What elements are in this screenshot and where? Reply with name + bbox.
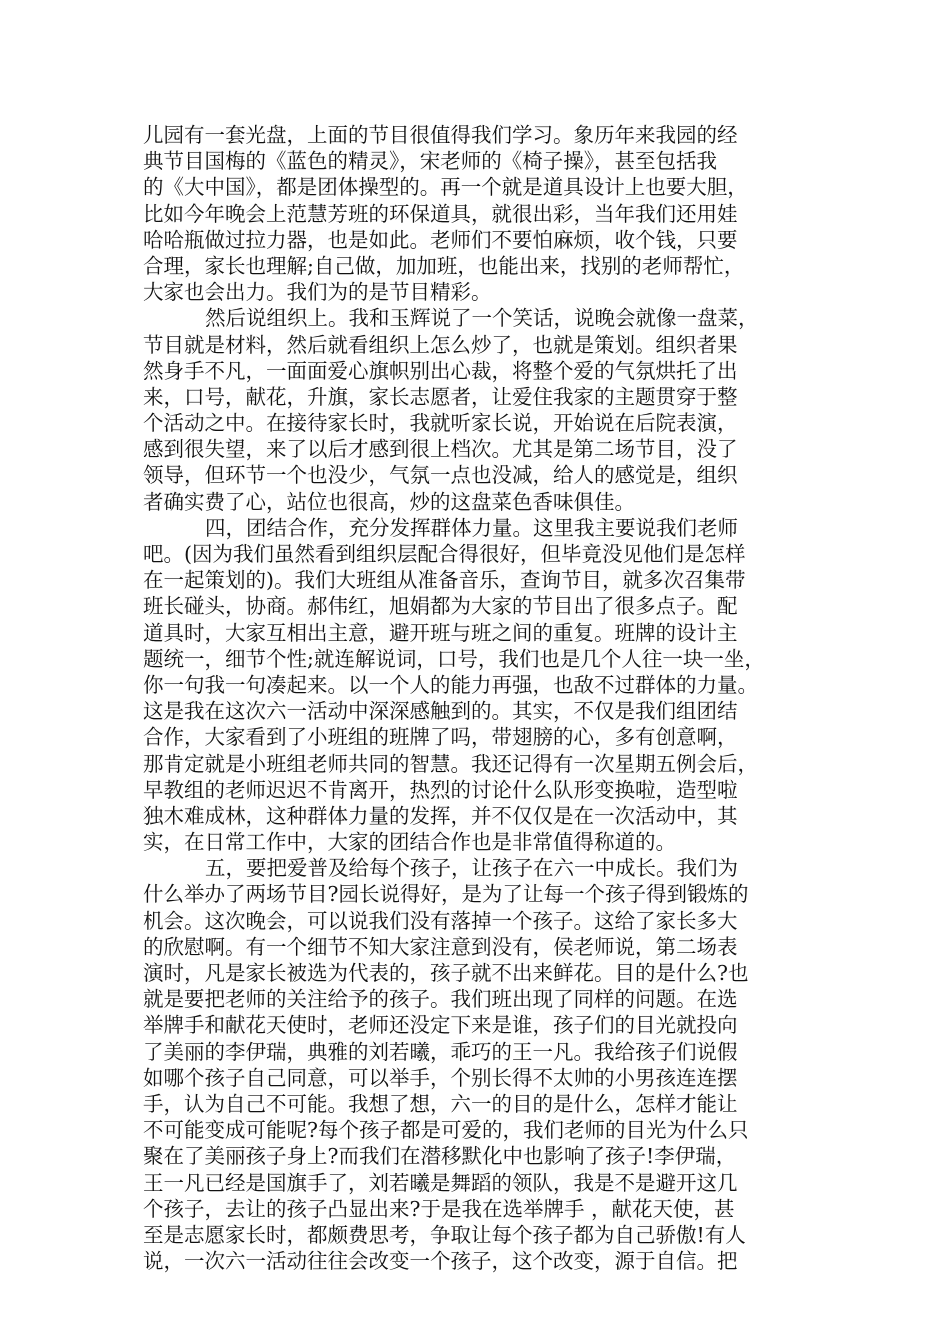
text-line: 哈哈瓶做过拉力器，也是如此。老师们不要怕麻烦，收个钱，只要 xyxy=(143,227,738,252)
text-line: 典节目国梅的《蓝色的精灵》，宋老师的《椅子操》，甚至包括我 xyxy=(143,149,717,174)
text-line: 早教组的老师迟迟不肯离开，热烈的讨论什么队形变换啦，造型啦 xyxy=(143,777,738,802)
text-line: 然身手不凡，一面面爱心旗帜别出心裁，将整个爱的气氛烘托了出 xyxy=(143,358,738,383)
text-line: 个孩子，去让的孩子凸显出来?于是我在选举牌手 ，献花天使，甚 xyxy=(143,1196,735,1221)
text-line: 独木难成林，这种群体力量的发挥，并不仅仅是在一次活动中，其 xyxy=(143,803,738,828)
text-line: 了美丽的李伊瑞，典雅的刘若曦，乖巧的王一凡。我给孩子们说假 xyxy=(143,1039,738,1064)
text-line: 不可能变成可能呢?每个孩子都是可爱的，我们老师的目光为什么只 xyxy=(143,1118,749,1143)
text-line: 如哪个孩子自己同意，可以举手，个别长得不太帅的小男孩连连摆 xyxy=(143,1065,738,1090)
text-line: 吧。(因为我们虽然看到组织层配合得很好，但毕竟没见他们是怎样 xyxy=(143,542,746,566)
text-line: 合理，家长也理解;自己做，加加班，也能出来，找别的老师帮忙， xyxy=(143,253,745,278)
text-line: 演时，凡是家长被选为代表的，孩子就不出来鲜花。目的是什么?也 xyxy=(143,961,749,985)
text-line: 题统一，细节个性;就连解说词，口号，我们也是几个人往一块一坐， xyxy=(143,646,765,671)
text-line: 什么举办了两场节目?园长说得好，是为了让每一个孩子得到锻炼的 xyxy=(143,882,749,907)
text-line: 手，认为自己不可能。我想了想，六一的目的是什么，怎样才能让 xyxy=(143,1091,738,1116)
text-line: 来，口号，献花，升旗，家长志愿者，让爱住我家的主题贯穿于整 xyxy=(143,384,738,409)
text-line: 节目就是材料，然后就看组织上怎么炒了，也就是策划。组织者果 xyxy=(143,332,738,357)
text-line: 感到很失望，来了以后才感到很上档次。尤其是第二场节目，没了 xyxy=(143,437,738,462)
paragraph-first-line: 四，团结合作，充分发挥群体力量。这里我主要说我们老师 xyxy=(205,515,738,540)
text-line: 者确实费了心，站位也很高，炒的这盘菜色香味俱佳。 xyxy=(143,489,635,514)
text-line: 大家也会出力。我们为的是节目精彩。 xyxy=(143,280,492,305)
text-line: 个活动之中。在接待家长时，我就听家长说，开始说在后院表演， xyxy=(143,411,738,436)
text-line: 合作，大家看到了小班组的班牌了吗，带翅膀的心，多有创意啊， xyxy=(143,725,738,750)
text-line: 道具时，大家互相出主意，避开班与班之间的重复。班牌的设计主 xyxy=(143,620,738,645)
text-line: 儿园有一套光盘，上面的节目很值得我们学习。象历年来我园的经 xyxy=(143,123,738,147)
text-line: 就是要把老师的关注给予的孩子。我们班出现了同样的问题。在选 xyxy=(143,987,738,1012)
text-line: 说，一次六一活动往往会改变一个孩子，这个改变，源于自信。把 xyxy=(143,1249,738,1274)
text-line: 机会。这次晚会，可以说我们没有落掉一个孩子。这给了家长多大 xyxy=(143,908,738,933)
paragraph-first-line: 然后说组织上。我和玉辉说了一个笑话，说晚会就像一盘菜， xyxy=(205,306,759,331)
text-line: 在一起策划的)。我们大班组从准备音乐，查询节目，就多次召集带 xyxy=(143,568,746,593)
text-line: 的欣慰啊。有一个细节不知大家注意到没有，侯老师说，第二场表 xyxy=(143,934,738,959)
text-line: 班长碰头，协商。郝伟红，旭娟都为大家的节目出了很多点子。配 xyxy=(143,594,738,619)
text-line: 这是我在这次六一活动中深深感触到的。其实，不仅是我们组团结 xyxy=(143,699,738,724)
text-line: 实，在日常工作中，大家的团结合作也是非常值得称道的。 xyxy=(143,830,676,855)
paragraph-first-line: 五，要把爱普及给每个孩子，让孩子在六一中成长。我们为 xyxy=(205,856,738,881)
text-line: 举牌手和献花天使时，老师还没定下来是谁，孩子们的目光就投向 xyxy=(143,1013,738,1038)
text-line: 领导，但环节一个也没少，气氛一点也没减，给人的感觉是，组织 xyxy=(143,463,738,488)
text-line: 比如今年晚会上范慧芳班的环保道具，就很出彩，当年我们还用娃 xyxy=(143,201,738,226)
text-line: 王一凡已经是国旗手了，刘若曦是舞蹈的领队，我是不是避开这几 xyxy=(143,1170,738,1195)
body-text xyxy=(143,122,805,1274)
text-line: 聚在了美丽孩子身上?而我们在潜移默化中也影响了孩子!李伊瑞， xyxy=(143,1144,737,1169)
text-line: 的《大中国》，都是团体操型的。再一个就是道具设计上也要大胆， xyxy=(143,175,748,200)
text-line: 那肯定就是小班组老师共同的智慧。我还记得有一次星期五例会后， xyxy=(143,751,758,776)
text-line: 至是志愿家长时，都颇费思考，争取让每个孩子都为自己骄傲!有人 xyxy=(143,1222,746,1247)
text-line: 你一句我一句凑起来。以一个人的能力再强，也敌不过群体的力量。 xyxy=(143,672,758,697)
